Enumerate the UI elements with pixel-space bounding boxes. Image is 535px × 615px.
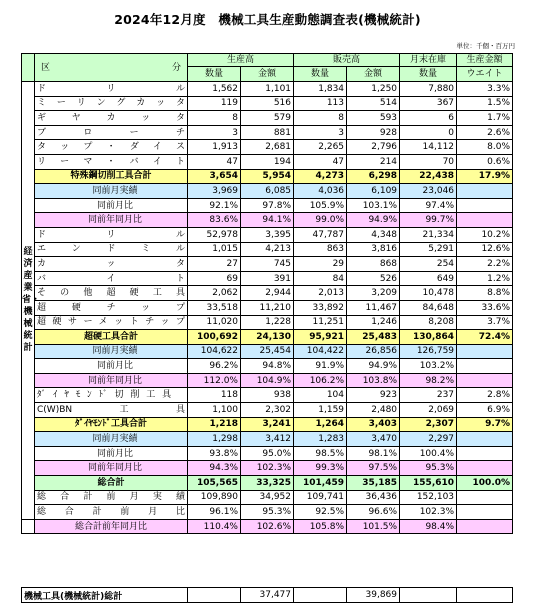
row-value: 99.0%	[294, 213, 347, 228]
grand-total-empty	[294, 588, 347, 603]
row-label: 同前年同月比	[35, 461, 188, 476]
row-value: 33,892	[294, 300, 347, 315]
row-value: 113	[294, 96, 347, 111]
row-value: 2.8%	[457, 388, 513, 403]
row-value: 103.8%	[347, 373, 400, 388]
row-value: 155,610	[400, 476, 457, 491]
row-value: 11,020	[188, 315, 241, 330]
row-value: 69	[188, 271, 241, 286]
row-label: ﾀﾞｲﾔﾓﾝﾄﾞ切削工具	[35, 388, 188, 403]
row-value: 29	[294, 257, 347, 272]
row-value: 8,208	[400, 315, 457, 330]
row-value: 3,395	[241, 227, 294, 242]
row-value: 24,130	[241, 330, 294, 345]
page-title: 2024年12月度 機械工具生産動態調査表(機械統計)	[114, 12, 421, 27]
table-row	[22, 300, 513, 315]
row-label: バイト	[35, 271, 188, 286]
grand-total-row	[22, 588, 513, 603]
row-value: 8	[294, 111, 347, 126]
row-value: 94.8%	[241, 359, 294, 374]
row-value: 1,264	[294, 417, 347, 432]
row-value: 94.3%	[188, 461, 241, 476]
row-value: 1,913	[188, 140, 241, 155]
row-value: 9.7%	[457, 417, 513, 432]
table-row	[22, 344, 513, 359]
row-value: 2,480	[347, 403, 400, 418]
row-value: 34,952	[241, 490, 294, 505]
row-label: 総合計	[35, 476, 188, 491]
table-row	[22, 125, 513, 140]
row-value: 1,100	[188, 403, 241, 418]
row-value: 3	[294, 125, 347, 140]
row-value: 3,209	[347, 286, 400, 301]
row-value: 938	[241, 388, 294, 403]
table-row	[22, 154, 513, 169]
row-value: 526	[347, 271, 400, 286]
table-row	[22, 417, 513, 432]
table-row	[22, 169, 513, 184]
row-value: 102.3%	[400, 505, 457, 520]
row-value	[457, 446, 513, 461]
table-row	[22, 519, 513, 534]
row-value: 516	[241, 96, 294, 111]
row-value	[457, 213, 513, 228]
row-value: 868	[347, 257, 400, 272]
row-value	[457, 198, 513, 213]
row-value: 96.6%	[347, 505, 400, 520]
row-value: 25,454	[241, 344, 294, 359]
row-value: 100.0%	[457, 476, 513, 491]
row-value: 3.7%	[457, 315, 513, 330]
row-value: 95.3%	[400, 461, 457, 476]
sub-header: 数量	[400, 67, 457, 82]
row-value: 98.4%	[400, 519, 457, 534]
row-value: 33.6%	[457, 300, 513, 315]
grand-total-empty	[188, 588, 241, 603]
row-value: 863	[294, 242, 347, 257]
row-value: 514	[347, 96, 400, 111]
row-label: 総合計前月実績	[35, 490, 188, 505]
row-value: 36,436	[347, 490, 400, 505]
row-label: 超硬工具合計	[35, 330, 188, 345]
row-value: 2,944	[241, 286, 294, 301]
row-value: 745	[241, 257, 294, 272]
kubun-right: 分	[171, 62, 181, 73]
row-value: 94.9%	[347, 359, 400, 374]
row-value: 3,403	[347, 417, 400, 432]
row-value: 25,483	[347, 330, 400, 345]
row-value: 119	[188, 96, 241, 111]
row-value: 237	[400, 388, 457, 403]
row-value: 104.9%	[241, 373, 294, 388]
row-value: 881	[241, 125, 294, 140]
row-label: C(W)BN工具	[35, 403, 188, 418]
row-value: 102.3%	[241, 461, 294, 476]
row-value: 214	[347, 154, 400, 169]
unit-note: 単位：千個・百万円	[456, 42, 515, 50]
row-value: 112.0%	[188, 373, 241, 388]
row-value: 1,283	[294, 432, 347, 447]
row-value: 593	[347, 111, 400, 126]
row-value: 1.2%	[457, 271, 513, 286]
row-label: 超硬チップ	[35, 300, 188, 315]
side-blank	[22, 519, 35, 534]
sub-header: 金額	[347, 67, 400, 82]
kubun-left: 区	[41, 62, 51, 73]
row-value: 99.3%	[294, 461, 347, 476]
row-value: 4,213	[241, 242, 294, 257]
table-row	[22, 271, 513, 286]
grand-total-empty	[400, 588, 457, 603]
table-row	[22, 373, 513, 388]
row-value: 2.6%	[457, 125, 513, 140]
table-row	[22, 359, 513, 374]
row-value: 118	[188, 388, 241, 403]
row-value: 94.9%	[347, 213, 400, 228]
row-value: 0	[400, 125, 457, 140]
row-value: 14,112	[400, 140, 457, 155]
row-value: 367	[400, 96, 457, 111]
row-value: 83.6%	[188, 213, 241, 228]
row-value: 84	[294, 271, 347, 286]
row-value	[457, 519, 513, 534]
sub-header: 金額	[241, 67, 294, 82]
row-value	[457, 344, 513, 359]
row-label: ギヤカッタ	[35, 111, 188, 126]
row-value: 98.2%	[400, 373, 457, 388]
row-value: 11,467	[347, 300, 400, 315]
table-row	[22, 140, 513, 155]
row-value: 3,654	[188, 169, 241, 184]
header-row-groups	[22, 54, 513, 67]
row-value: 2,265	[294, 140, 347, 155]
grand-total-sales: 39,869	[347, 588, 400, 603]
row-value: 3	[188, 125, 241, 140]
table-row	[22, 96, 513, 111]
row-value: 95.0%	[241, 446, 294, 461]
table-row	[22, 315, 513, 330]
row-value: 4,036	[294, 184, 347, 199]
row-value: 8	[188, 111, 241, 126]
row-value: 1,228	[241, 315, 294, 330]
row-value: 96.2%	[188, 359, 241, 374]
row-value: 2,069	[400, 403, 457, 418]
row-value: 98.1%	[347, 446, 400, 461]
row-value: 130,864	[400, 330, 457, 345]
row-value: 5,954	[241, 169, 294, 184]
row-value: 6.9%	[457, 403, 513, 418]
grand-total-label: 機械工具(機械統計)総計	[22, 588, 188, 603]
row-value: 1,834	[294, 82, 347, 97]
row-value: 33,518	[188, 300, 241, 315]
row-value: 3,816	[347, 242, 400, 257]
row-value: 95.3%	[241, 505, 294, 520]
row-value: 35,185	[347, 476, 400, 491]
row-value: 2,307	[400, 417, 457, 432]
table-row	[22, 446, 513, 461]
row-label: 同前月実績	[35, 432, 188, 447]
table-row	[22, 403, 513, 418]
row-label: エンドミル	[35, 242, 188, 257]
row-value: 99.7%	[400, 213, 457, 228]
row-value: 928	[347, 125, 400, 140]
row-value: 4,348	[347, 227, 400, 242]
row-value: 391	[241, 271, 294, 286]
row-value: 17.9%	[457, 169, 513, 184]
kubun-header	[35, 54, 188, 82]
row-value: 6,085	[241, 184, 294, 199]
row-value: 22,438	[400, 169, 457, 184]
row-value	[457, 184, 513, 199]
row-value: 97.4%	[400, 198, 457, 213]
row-value: 72.4%	[457, 330, 513, 345]
row-value: 104	[294, 388, 347, 403]
row-value: 11,251	[294, 315, 347, 330]
row-value: 98.5%	[294, 446, 347, 461]
row-value: 3,470	[347, 432, 400, 447]
row-value: 94.1%	[241, 213, 294, 228]
row-value: 97.5%	[347, 461, 400, 476]
table-row	[22, 111, 513, 126]
row-value: 8.0%	[457, 140, 513, 155]
row-value: 105.9%	[294, 198, 347, 213]
row-label: ド リ ル	[35, 82, 188, 97]
side-label	[22, 82, 41, 520]
grand-total-empty	[457, 588, 513, 603]
row-value: 6,298	[347, 169, 400, 184]
table-row	[22, 82, 513, 97]
row-value: 92.5%	[294, 505, 347, 520]
row-value: 5,291	[400, 242, 457, 257]
group-inventory: 月末在庫	[400, 54, 457, 67]
row-value	[457, 490, 513, 505]
row-value: 1,250	[347, 82, 400, 97]
table-row	[22, 286, 513, 301]
sub-header: 数量	[188, 67, 241, 82]
row-value: 1,015	[188, 242, 241, 257]
row-label: 総合計前年同月比	[35, 519, 188, 534]
row-value: 649	[400, 271, 457, 286]
table-row	[22, 213, 513, 228]
table-row	[22, 184, 513, 199]
row-value: 2,062	[188, 286, 241, 301]
side-label-text: 経済産業省・機械統計	[22, 247, 41, 354]
row-value: 2,681	[241, 140, 294, 155]
row-value	[457, 432, 513, 447]
row-value: 579	[241, 111, 294, 126]
grand-total-production: 37,477	[241, 588, 294, 603]
row-value: 1.5%	[457, 96, 513, 111]
table-row	[22, 257, 513, 272]
row-value: 12.6%	[457, 242, 513, 257]
row-value: 100.4%	[400, 446, 457, 461]
row-label: 同前月比	[35, 198, 188, 213]
row-value: 27	[188, 257, 241, 272]
row-label: ドリル	[35, 227, 188, 242]
row-label: 同前年同月比	[35, 373, 188, 388]
row-label: カッタ	[35, 257, 188, 272]
row-value: 106.2%	[294, 373, 347, 388]
row-value: 8.8%	[457, 286, 513, 301]
row-value: 101.5%	[347, 519, 400, 534]
row-value: 47,787	[294, 227, 347, 242]
row-value: 3,241	[241, 417, 294, 432]
row-value	[457, 373, 513, 388]
row-label: 同前月比	[35, 359, 188, 374]
table-row	[22, 505, 513, 520]
row-value: 33,325	[241, 476, 294, 491]
row-value: 1,101	[241, 82, 294, 97]
row-value: 47	[294, 154, 347, 169]
row-value: 2,297	[400, 432, 457, 447]
table-row	[22, 330, 513, 345]
row-value	[457, 461, 513, 476]
row-value: 103.2%	[400, 359, 457, 374]
row-label: 超硬サーメットチップ	[35, 315, 188, 330]
row-value: 152,103	[400, 490, 457, 505]
row-value: 3.3%	[457, 82, 513, 97]
row-label: その他超硬工具	[35, 286, 188, 301]
row-label: 特殊鋼切削工具合計	[35, 169, 188, 184]
row-value	[457, 359, 513, 374]
row-value: 91.9%	[294, 359, 347, 374]
production-table	[21, 53, 513, 534]
row-value: 105,565	[188, 476, 241, 491]
table-row	[22, 461, 513, 476]
row-value: 103.1%	[347, 198, 400, 213]
row-value: 23,046	[400, 184, 457, 199]
row-label: 同前月実績	[35, 344, 188, 359]
row-label: ミーリングカッタ	[35, 96, 188, 111]
row-value	[457, 505, 513, 520]
table-row	[22, 388, 513, 403]
row-label: 同前月比	[35, 446, 188, 461]
table-row	[22, 198, 513, 213]
row-value: 93.8%	[188, 446, 241, 461]
row-value: 1,246	[347, 315, 400, 330]
row-value: 110.4%	[188, 519, 241, 534]
group-production: 生産高	[188, 54, 294, 67]
row-label: リーマ・バイト	[35, 154, 188, 169]
row-value: 2.2%	[457, 257, 513, 272]
row-value: 2,013	[294, 286, 347, 301]
grand-total-table	[21, 587, 513, 603]
row-label: 同前年同月比	[35, 213, 188, 228]
row-value: 52,978	[188, 227, 241, 242]
row-value: 105.8%	[294, 519, 347, 534]
table-row	[22, 227, 513, 242]
row-label: ﾀﾞｲﾔﾓﾝﾄﾞ工具合計	[35, 417, 188, 432]
row-value: 26,856	[347, 344, 400, 359]
row-value: 96.1%	[188, 505, 241, 520]
row-value: 21,334	[400, 227, 457, 242]
row-value: 194	[241, 154, 294, 169]
row-value: 11,210	[241, 300, 294, 315]
row-value: 1,159	[294, 403, 347, 418]
row-value: 109,741	[294, 490, 347, 505]
row-value: 1,218	[188, 417, 241, 432]
row-value: 7,880	[400, 82, 457, 97]
row-label: 総合計前月比	[35, 505, 188, 520]
row-value: 84,648	[400, 300, 457, 315]
row-value: 104,622	[188, 344, 241, 359]
row-value: 1,298	[188, 432, 241, 447]
row-value: 95,921	[294, 330, 347, 345]
row-value: 2,302	[241, 403, 294, 418]
row-value: 100,692	[188, 330, 241, 345]
row-value: 1,562	[188, 82, 241, 97]
row-value: 3,412	[241, 432, 294, 447]
row-value: 70	[400, 154, 457, 169]
table-row	[22, 242, 513, 257]
group-amount: 生産金額	[457, 54, 513, 67]
corner-cell	[22, 54, 35, 82]
row-value: 104,422	[294, 344, 347, 359]
row-value: 101,459	[294, 476, 347, 491]
row-value: 109,890	[188, 490, 241, 505]
table-row	[22, 476, 513, 491]
table-row	[22, 490, 513, 505]
row-value: 10.2%	[457, 227, 513, 242]
row-value: 4,273	[294, 169, 347, 184]
sub-header: ウエイト	[457, 67, 513, 82]
row-value: 97.8%	[241, 198, 294, 213]
row-value: 6	[400, 111, 457, 126]
row-value: 6,109	[347, 184, 400, 199]
row-label: 同前月実績	[35, 184, 188, 199]
row-value: 47	[188, 154, 241, 169]
sub-header: 数量	[294, 67, 347, 82]
row-value: 10,478	[400, 286, 457, 301]
row-value: 923	[347, 388, 400, 403]
row-value: 102.6%	[241, 519, 294, 534]
row-value: 3,969	[188, 184, 241, 199]
row-value: 1.7%	[457, 111, 513, 126]
group-sales: 販売高	[294, 54, 400, 67]
row-value: 92.1%	[188, 198, 241, 213]
row-value: 2,796	[347, 140, 400, 155]
row-value: 126,759	[400, 344, 457, 359]
row-label: タップ・ダイス	[35, 140, 188, 155]
row-value: 0.6%	[457, 154, 513, 169]
row-label: ブローチ	[35, 125, 188, 140]
row-value: 254	[400, 257, 457, 272]
table-row	[22, 432, 513, 447]
